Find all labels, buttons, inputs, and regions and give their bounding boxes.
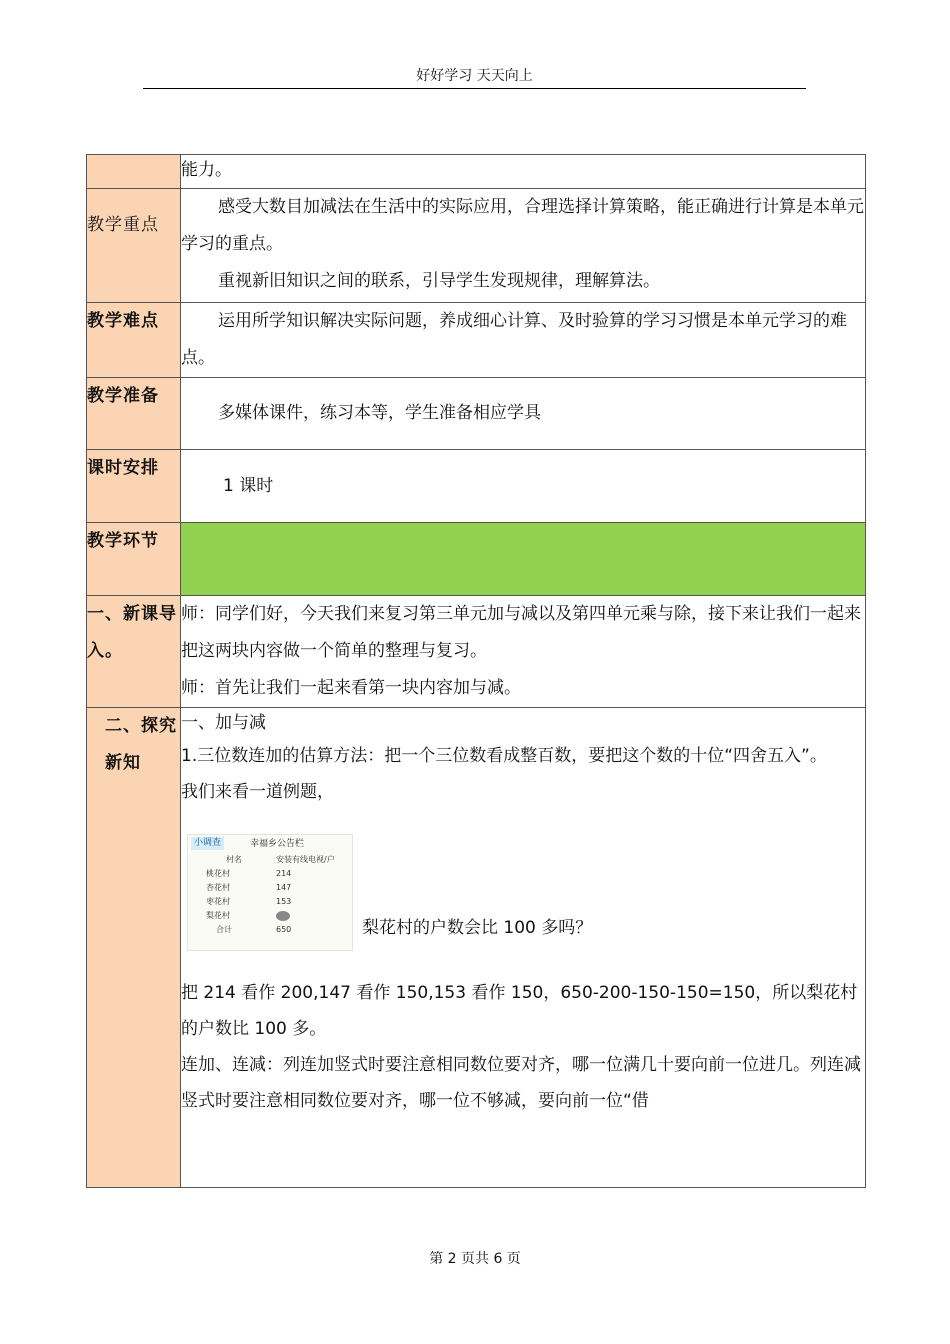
content-cell [181, 155, 866, 189]
example-intro-text: 我们来看一道例题， [181, 782, 334, 802]
lesson-plan-table [86, 154, 866, 1188]
label-difficulties [87, 303, 181, 378]
table-row [87, 303, 866, 378]
page-footer: 第 2 页共 6 页 [429, 1251, 521, 1267]
content-cell [181, 708, 866, 1188]
preparation-text: 多媒体课件，练习本等，学生准备相应学具 [218, 403, 541, 423]
label-new-lesson-intro [87, 596, 181, 708]
label-text: 一、新课导入。 [87, 604, 177, 661]
ability-text: 能力。 [181, 160, 232, 180]
household-value: 153 [276, 897, 292, 906]
label-schedule [87, 450, 181, 523]
label-text: 二、探究新知 [105, 716, 177, 773]
household-value: 147 [276, 883, 292, 892]
table-row [87, 708, 866, 1188]
estimation-answer-text: 把 214 看作 200,147 看作 150,153 看作 150，650-200-150-150=150，所以梨花村的户数比 100 多。 [181, 983, 858, 1039]
survey-notice-image [187, 834, 353, 951]
village-name: 杏花村 [206, 883, 230, 892]
notice-title: 幸福乡公告栏 [250, 839, 305, 849]
estimation-method-text: 1.三位数连加的估算方法：把一个三位数看成整百数，要把这个数的十位“四舍五入”。 [181, 746, 827, 766]
notice-row [206, 881, 321, 894]
content-cell [181, 378, 866, 450]
label-text: 课时安排 [87, 458, 159, 478]
label-text: 教学重点 [87, 215, 159, 235]
table-row [87, 189, 866, 303]
table-row [87, 378, 866, 450]
content-cell [181, 450, 866, 523]
village-name: 枣花村 [206, 897, 230, 906]
village-name: 桃花村 [206, 869, 230, 878]
survey-block [181, 810, 865, 975]
ink-blot-icon [276, 911, 290, 921]
col-village: 村名 [226, 855, 242, 864]
table-row [87, 155, 866, 189]
table-row [87, 450, 866, 523]
table-row [87, 523, 866, 596]
label-explore-new [87, 708, 181, 1188]
intro-text-1: 师：同学们好，今天我们来复习第三单元加与减以及第四单元乘与除，接下来让我们一起来把这两块内容做一个简单的整理与复习。 [181, 604, 861, 661]
content-cell [181, 303, 866, 378]
green-header-cell [181, 523, 866, 596]
label-cell-empty [87, 155, 181, 189]
household-value: 650 [276, 925, 292, 934]
difficulties-text: 运用所学知识解决实际问题，养成细心计算、及时验算的学习习惯是本单元学习的难点。 [181, 311, 847, 368]
key-points-text-2: 重视新旧知识之间的联系，引导学生发现规律，理解算法。 [218, 271, 660, 291]
key-points-text-1: 感受大数目加减法在生活中的实际应用，合理选择计算策略，能正确进行计算是本单元学习的重点。 [181, 197, 864, 254]
label-key-points [87, 189, 181, 303]
village-name: 梨花村 [206, 911, 230, 920]
household-value: 214 [276, 869, 292, 878]
label-teaching-steps [87, 523, 181, 596]
page-header: 好好学习 天天向上 [143, 66, 806, 89]
label-text: 教学准备 [87, 386, 159, 406]
notice-row [206, 909, 321, 922]
notice-row [216, 923, 331, 936]
schedule-text: 1 课时 [223, 475, 274, 496]
table-row [87, 596, 866, 708]
notice-header-row [226, 853, 341, 866]
label-text: 教学难点 [87, 311, 159, 331]
notice-row [206, 867, 321, 880]
notice-row [206, 895, 321, 908]
intro-text-2: 师：首先让我们一起来看第一块内容加与减。 [181, 678, 521, 698]
village-name: 合计 [216, 925, 232, 934]
label-text: 教学环节 [87, 531, 159, 551]
vertical-calc-text: 连加、连减：列连加竖式时要注意相同数位要对齐，哪一位满几十要向前一位进几。列连减竖式时要注意相同数位要对齐，哪一位不够减，要向前一位“借 [181, 1055, 861, 1111]
content-cell [181, 596, 866, 708]
survey-tag: 小调查 [191, 837, 224, 850]
col-households: 安装有线电视/户 [276, 855, 335, 864]
content-cell [181, 189, 866, 303]
section-heading: 一、加与减 [181, 713, 266, 733]
label-preparation [87, 378, 181, 450]
example-question: 梨花村的户数会比 100 多吗？ [362, 918, 593, 938]
